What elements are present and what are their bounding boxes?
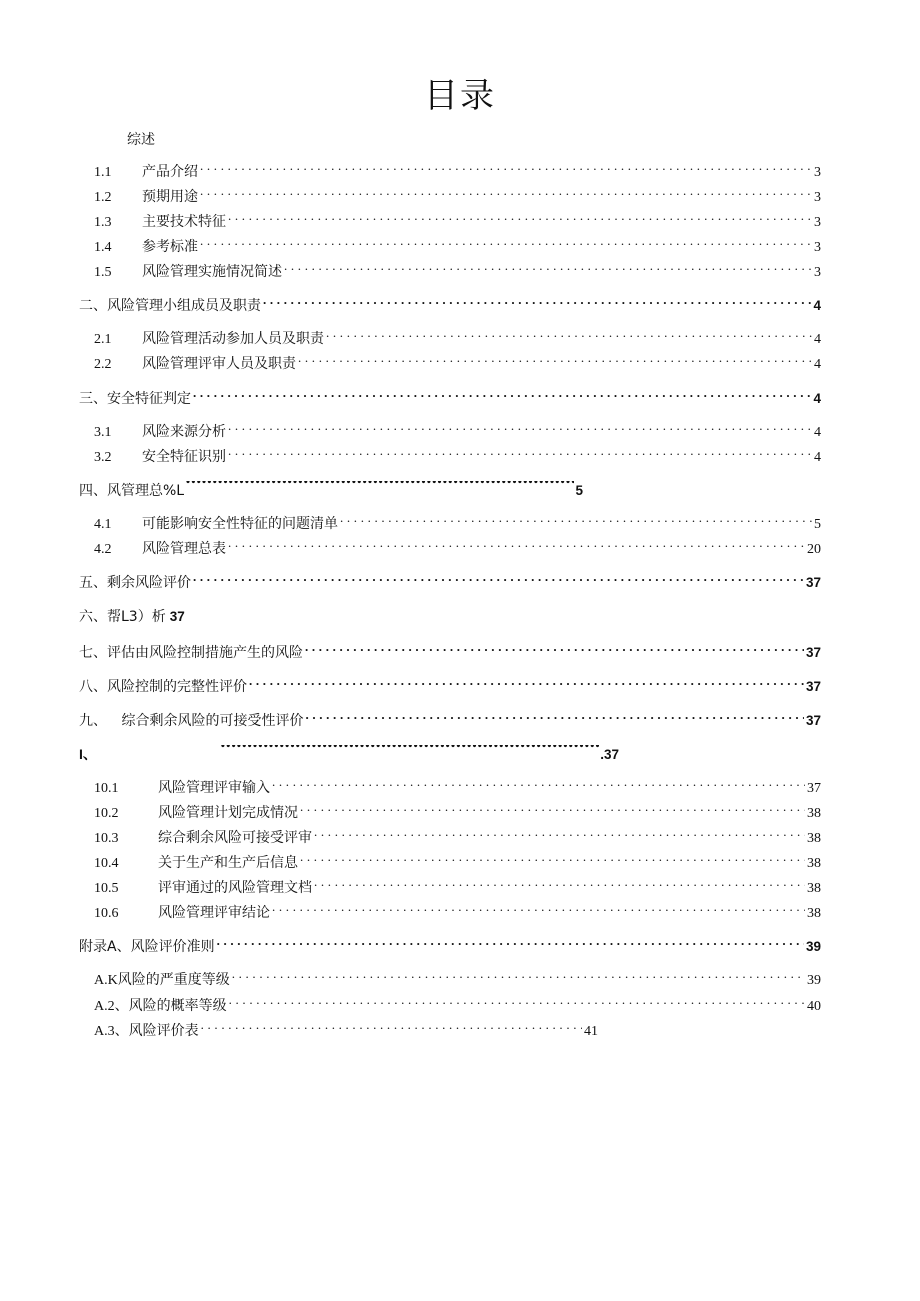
dot-leader [193,389,811,403]
chapter-page: 37 [805,645,821,660]
dot-leader [300,853,805,867]
entry-page: 41 [584,1024,598,1039]
entry-label: 产品介绍 [142,165,198,180]
entry-number: 10.1 [94,781,119,796]
entry-label: 评审通过的风险管理文档 [158,881,312,896]
toc-chapter-7[interactable] [79,642,821,664]
entry-label: A.3、风险评价表 [94,1024,199,1039]
entry-page: 3 [814,215,821,230]
entry-page: 40 [807,999,821,1014]
entry-number: 3.1 [94,425,112,440]
entry-page: 38 [807,881,821,896]
entry-label: 参考标准 [142,240,198,255]
entry-label: 风险管理活动参加人员及职责 [142,332,324,347]
chapter-page: 4 [813,298,821,313]
toc-entry-10-1[interactable] [94,777,821,799]
toc-entry-10-3[interactable] [94,827,821,849]
dot-leader [249,677,804,691]
entry-number: 10.4 [94,856,119,871]
bullet-leader [185,481,574,495]
toc-entry-1-1[interactable] [94,161,821,183]
entry-label: 综合剩余风险可接受评审 [158,831,312,846]
chapter-label: 二、风险管理小组成员及职责 [79,298,261,314]
entry-label: 可能影响安全性特征的问题清单 [142,517,338,532]
toc-entry-1-3[interactable] [94,211,821,233]
dot-leader [272,778,805,792]
toc-entry-a-2[interactable] [94,995,821,1017]
toc-entry-1-4[interactable] [94,236,821,258]
dot-leader [228,447,812,461]
entry-label: 关于生产和生产后信息 [158,856,298,871]
entry-number: 1.2 [94,190,112,205]
chapter-page: 4 [813,391,821,406]
toc-entry-3-1[interactable] [94,421,821,443]
chapter-page: 37 [805,575,821,590]
entry-number: 10.5 [94,881,119,896]
entry-number: 10.3 [94,831,119,846]
toc-chapter-9[interactable] [79,710,821,732]
bullet-leader [220,745,599,759]
chapter-page: 37 [169,609,185,624]
entry-number: 1.1 [94,165,112,180]
entry-page: 3 [814,165,821,180]
dot-leader [305,643,804,657]
dot-leader [193,573,804,587]
dot-leader [200,162,812,176]
intro-heading: 综述 [127,132,155,148]
toc-entry-4-1[interactable] [94,513,821,535]
entry-page: 3 [814,265,821,280]
entry-page: 38 [807,831,821,846]
entry-label: 风险管理总表 [142,542,226,557]
toc-entry-2-1[interactable] [94,328,821,350]
toc-chapter-10[interactable] [79,744,619,766]
entry-page: 38 [807,856,821,871]
entry-label: 预期用途 [142,190,198,205]
toc-entry-10-5[interactable] [94,877,821,899]
toc-entry-10-2[interactable] [94,802,821,824]
dot-leader [314,878,805,892]
dot-leader [284,262,812,276]
dot-leader [228,539,805,553]
entry-page: 4 [814,450,821,465]
chapter-label: 四、风管理总%L [79,483,185,499]
entry-page: 4 [814,357,821,372]
chapter-label: 五、剩余风险评价 [79,575,191,591]
dot-leader [300,803,805,817]
entry-number: 10.6 [94,906,119,921]
dot-leader [228,212,812,226]
toc-entry-2-2[interactable] [94,353,821,375]
dot-leader [228,422,812,436]
entry-label: 风险管理计划完成情况 [158,806,298,821]
entry-page: 37 [807,781,821,796]
toc-chapter-5[interactable] [79,572,821,594]
dot-leader [340,514,812,528]
toc-entry-10-4[interactable] [94,852,821,874]
entry-label: 风险管理实施情况简述 [142,265,282,280]
entry-label: A.K风险的严重度等级 [94,973,230,988]
chapter-label: I、 [79,746,97,762]
toc-chapter-2[interactable] [79,295,821,317]
entry-page: 38 [807,806,821,821]
chapter-label: 附录A、风险评价准则 [79,939,215,955]
chapter-label: 三、安全特征判定 [79,391,191,407]
entry-page: 4 [814,425,821,440]
toc-title: 目录 [424,76,496,116]
entry-label: 风险管理评审输入 [158,781,270,796]
entry-page: 3 [814,190,821,205]
toc-entry-1-2[interactable] [94,186,821,208]
entry-label: 风险管理评审结论 [158,906,270,921]
toc-entry-a-1[interactable] [94,969,821,991]
toc-entry-a-3[interactable] [94,1020,598,1042]
entry-page: 39 [807,973,821,988]
chapter-label: 八、风险控制的完整性评价 [79,679,247,695]
entry-page: 3 [814,240,821,255]
dot-leader [263,296,811,310]
entry-number: 4.2 [94,542,112,557]
chapter-page: 39 [805,939,821,954]
chapter-label: 六、帮L3）析 [79,609,166,625]
dot-leader [326,329,812,343]
chapter-label: 七、评估由风险控制措施产生的风险 [79,645,303,661]
dot-leader [298,354,812,368]
dot-leader [305,711,804,725]
dot-leader [232,970,805,984]
entry-number: 2.2 [94,357,112,372]
entry-page: 38 [807,906,821,921]
entry-number: 1.4 [94,240,112,255]
toc-appendix-a[interactable] [79,936,821,958]
entry-page: 4 [814,332,821,347]
entry-number: 4.1 [94,517,112,532]
chapter-page: 5 [575,483,583,498]
chapter-label: 九、 综合剩余风险的可接受性评价 [79,713,304,729]
toc-chapter-8[interactable] [79,676,821,698]
dot-leader [229,996,805,1010]
dot-leader [201,1021,582,1035]
toc-entry-10-6[interactable] [94,902,821,924]
entry-number: 1.5 [94,265,112,280]
entry-page: 5 [814,517,821,532]
toc-entry-4-2[interactable] [94,538,821,560]
entry-label: A.2、风险的概率等级 [94,999,227,1014]
entry-label: 风险来源分析 [142,425,226,440]
entry-page: 20 [807,542,821,557]
dot-leader [272,903,805,917]
dot-leader [200,187,812,201]
chapter-page: .37 [600,747,619,762]
toc-chapter-3[interactable] [79,388,821,410]
entry-number: 3.2 [94,450,112,465]
entry-number: 10.2 [94,806,119,821]
toc-chapter-4[interactable] [79,480,583,502]
entry-label: 安全特征识别 [142,450,226,465]
chapter-page: 37 [805,713,821,728]
chapter-page: 37 [805,679,821,694]
toc-entry-1-5[interactable] [94,261,821,283]
entry-number: 1.3 [94,215,112,230]
entry-number: 2.1 [94,332,112,347]
toc-chapter-6[interactable] [79,606,185,628]
entry-label: 主要技术特征 [142,215,226,230]
dot-leader [314,828,805,842]
entry-label: 风险管理评审人员及职责 [142,357,296,372]
dot-leader [200,237,812,251]
toc-entry-3-2[interactable] [94,446,821,468]
dot-leader [217,937,804,951]
